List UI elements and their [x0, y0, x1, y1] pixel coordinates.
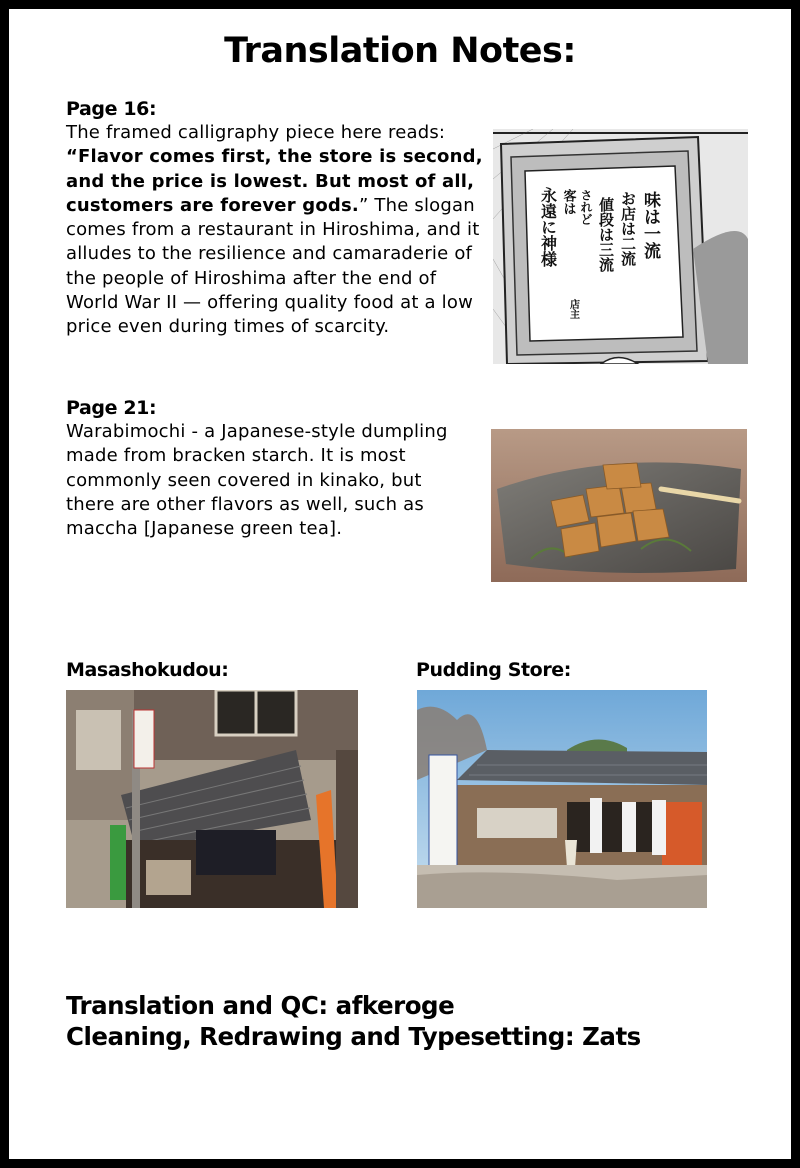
page16-intro: The framed calligraphy piece here reads: [66, 122, 446, 143]
calligraphy-col-1: 味は一流 [640, 191, 660, 259]
credits-cleaning: Cleaning, Redrawing and Typesetting: Zats [66, 1022, 641, 1051]
calligraphy-signature: 店主 [567, 299, 579, 319]
calligraphy-frame-image [493, 129, 748, 364]
page16-text [66, 121, 494, 340]
calligraphy-col-5: 客は [560, 189, 576, 215]
page-title: Translation Notes: [224, 31, 576, 71]
page21-heading: Page 21: [66, 397, 157, 419]
calligraphy-col-4: されど [579, 189, 593, 225]
calligraphy-col-2: お店は二流 [619, 191, 637, 266]
masashokudou-photo [66, 690, 358, 908]
pudding-store-photo [417, 690, 707, 908]
translation-notes-page [9, 9, 791, 1159]
page21-text: Warabimochi - a Japanese-style dumpling made from bracken starch. It is most commonly seen covered in kinako, but there are other flavors as well, such as maccha [Japanese green tea]. [66, 421, 448, 540]
masashokudou-heading: Masashokudou: [66, 659, 229, 681]
page16-rest: ” The slogan comes from a restaurant in Hiroshima, and it alludes to the resilience and camaraderie of the people of Hiroshima after the end of World War II — offering quality food at a low price even during times of scarcity. [66, 194, 480, 338]
credits-translation: Translation and QC: afkeroge [66, 991, 455, 1020]
calligraphy-col-6: 永遠に神様 [538, 187, 558, 267]
calligraphy-col-3: 値段は三流 [597, 197, 615, 272]
warabimochi-photo [491, 429, 747, 582]
page16-heading: Page 16: [66, 98, 157, 120]
pudding-store-heading: Pudding Store: [416, 659, 571, 681]
page16-quote: “Flavor comes first, the store is second, and the price is lowest. But most of all, customers are forever gods. [66, 146, 483, 216]
